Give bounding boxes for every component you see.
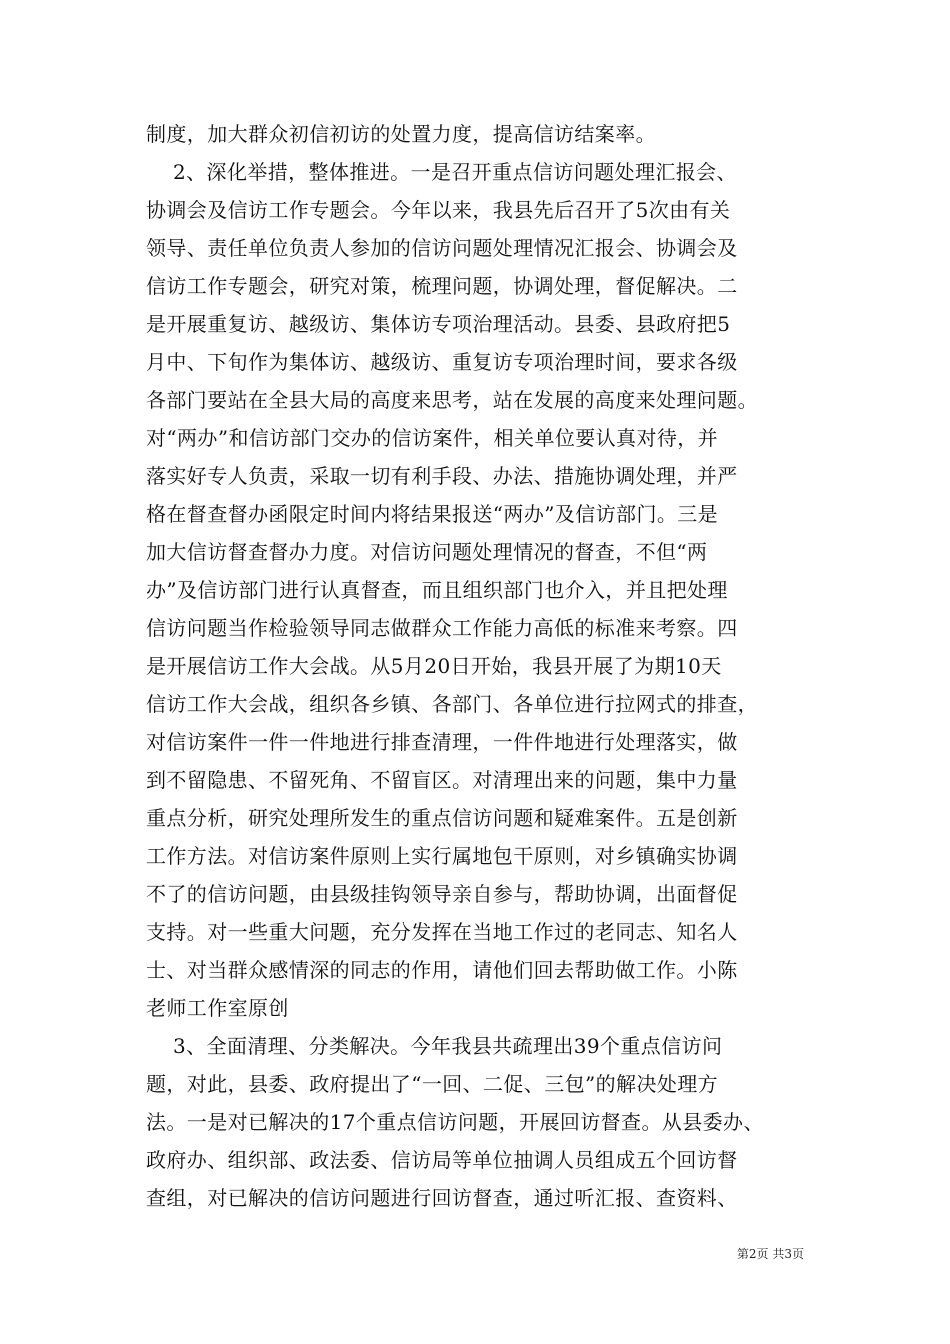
text-line: 信访问题当作检验领导同志做群众工作能力高低的标准来考察。四 xyxy=(146,616,738,640)
text-line: 落实好专人负责，采取一切有利手段、办法、措施协调处理，并严 xyxy=(146,464,738,488)
text-line: 老师工作室原创 xyxy=(146,996,289,1020)
text-line: 是开展重复访、越级访、集体访专项治理活动。县委、县政府把5 xyxy=(146,312,731,336)
text-line: 制度，加大群众初信初访的处置力度，提高信访结案率。 xyxy=(146,122,656,146)
text-line: 对信访案件一件一件地进行排查清理，一件件地进行处理落实，做 xyxy=(146,730,738,754)
text-line: 3、全面清理、分类解决。今年我县共疏理出39个重点信访问 xyxy=(146,1034,723,1058)
text-line: 2、深化举措，整体推进。一是召开重点信访问题处理汇报会、 xyxy=(146,160,737,184)
text-line: 办”及信访部门进行认真督查，而且组织部门也介入，并且把处理 xyxy=(146,578,728,602)
text-line: 工作方法。对信访案件原则上实行属地包干原则，对乡镇确实协调 xyxy=(146,844,738,868)
text-line: 协调会及信访工作专题会。今年以来，我县先后召开了5次由有关 xyxy=(146,198,731,222)
text-line: 加大信访督查督办力度。对信访问题处理情况的督查，不但“两 xyxy=(146,540,708,564)
page-number-footer: 第2页 共3页 xyxy=(736,1247,804,1261)
text-line: 重点分析，研究处理所发生的重点信访问题和疑难案件。五是创新 xyxy=(146,806,738,830)
text-line: 领导、责任单位负责人参加的信访问题处理情况汇报会、协调会及 xyxy=(146,236,738,260)
text-line: 士、对当群众感情深的同志的作用，请他们回去帮助做工作。小陈 xyxy=(146,958,738,982)
text-line: 月中、下旬作为集体访、越级访、重复访专项治理时间，要求各级 xyxy=(146,350,738,374)
text-line: 信访工作专题会，研究对策，梳理问题，协调处理，督促解决。二 xyxy=(146,274,738,298)
text-line: 各部门要站在全县大局的高度来思考，站在发展的高度来处理问题。 xyxy=(146,388,758,412)
text-line: 题，对此，县委、政府提出了“一回、二促、三包”的解决处理方 xyxy=(146,1072,719,1096)
text-line: 对“两办”和信访部门交办的信访案件，相关单位要认真对待，并 xyxy=(146,426,719,450)
text-line: 不了的信访问题，由县级挂钩领导亲自参与，帮助协调，出面督促 xyxy=(146,882,738,906)
text-line: 支持。对一些重大问题，充分发挥在当地工作过的老同志、知名人 xyxy=(146,920,738,944)
text-line: 信访工作大会战，组织各乡镇、各部门、各单位进行拉网式的排查， xyxy=(146,692,758,716)
text-line: 格在督查督办函限定时间内将结果报送“两办”及信访部门。三是 xyxy=(146,502,719,526)
text-line: 政府办、组织部、政法委、信访局等单位抽调人员组成五个回访督 xyxy=(146,1148,738,1172)
text-line: 查组，对已解决的信访问题进行回访督查，通过听汇报、查资料、 xyxy=(146,1186,738,1210)
body-text xyxy=(146,115,806,1217)
text-line: 法。一是对已解决的17个重点信访问题，开展回访督查。从县委办、 xyxy=(146,1110,764,1134)
text-line: 到不留隐患、不留死角、不留盲区。对清理出来的问题，集中力量 xyxy=(146,768,738,792)
text-line: 是开展信访工作大会战。从5月20日开始，我县开展了为期10天 xyxy=(146,654,722,678)
